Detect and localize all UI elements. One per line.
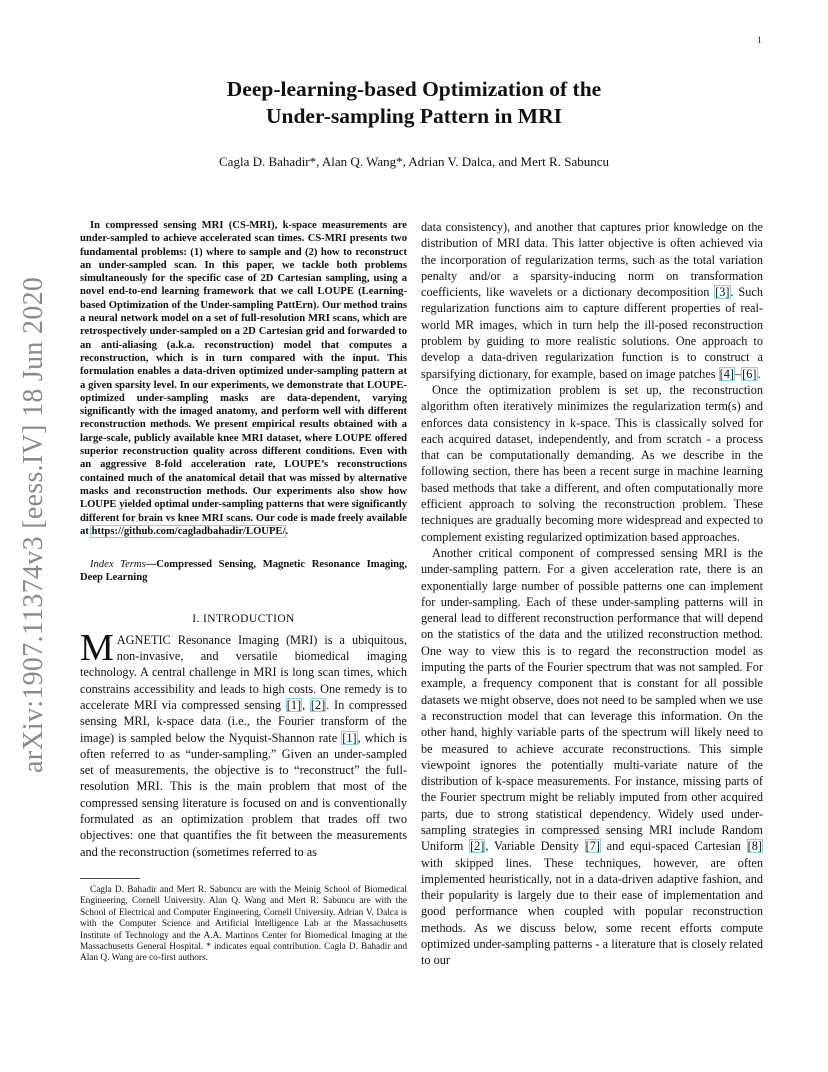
abstract-text: In compressed sensing MRI (CS-MRI), k-space measurements are under-sampled to achieve accelerated scan times. CS-MRI presents two fundamental problems: (1) where to sample and (2) how to reconstruct an under-sampled scan. In this paper, we tackle both problems simultaneously for the specific case of 2D Cartesian sampling, using a novel end-to-end learning framework that we call LOUPE (Learning-based Optimization of the Under-sampling PattErn). Our method trains a neural network model on a set of full-resolution MRI scans, which are retrospectively under-sampled on a 2D Cartesian grid and forwarded to an anti-aliasing (a.k.a. reconstruction) model that computes a reconstruction, which is in turn compared with the input. This formulation enables a data-driven optimized under-sampling pattern at a given sparsity level. In our experiments, we demonstrate that LOUPE-optimized under-sampling masks are data-dependent, varying significantly with the imaged anatomy, and perform well with different reconstruction methods. We present empirical results obtained with a large-scale, publicly available knee MRI dataset, where LOUPE offered superior reconstruction quality across different conditions. Even with an aggressive 8-fold acceleration rate, LOUPE’s reconstructions contained much of the anatomical detail that was missed by alternative masks and reconstruction methods. Our experiments also show how LOUPE yielded optimal under-sampling patterns that were significantly different for brain vs knee MRI scans. Our code is made freely available at	[80, 220, 407, 537]
citation-4[interactable]: [4]	[719, 366, 734, 381]
abstract-end: .	[285, 525, 289, 537]
drop-cap: M	[80, 626, 114, 669]
right-text-3b: , Variable Density	[485, 839, 585, 854]
abstract	[80, 219, 407, 538]
citation-3[interactable]: [3]	[715, 285, 730, 300]
index-terms	[80, 558, 407, 585]
index-terms-text: —Compressed Sensing, Magnetic Resonance Imaging, Deep Learning	[80, 559, 407, 584]
citation-2[interactable]: [2]	[310, 697, 326, 712]
right-text-1c: .	[757, 366, 761, 381]
citation-2-right[interactable]: [2]	[470, 839, 485, 854]
affiliation-footnote: Cagla D. Bahadir and Mert R. Sabuncu are with the Meinig School of Biomedical Engineering, Cornell University. Alan Q. Wang and Mert R. Sabuncu are with the School of Electrical and Computer Engineering, Cornell University. Adrian V. Dalca is with the Computer Science and Artificial Intelligence Lab at the Massachusetts Institute of Technology and the A.A. Martinos Center for Biomedical Imaging at the Massachusetts General Hospital. * indicates equal contribution. Cagla D. Bahadir and Alan Q. Wang are co-first authors.	[80, 884, 407, 964]
right-paragraph-1	[421, 219, 763, 382]
citation-8[interactable]: [8]	[747, 839, 763, 854]
right-paragraph-2: Once the optimization problem is set up, the reconstruction algorithm often iteratively minimizes the regularization term(s) and enforces data consistency in k-space. This is classically solved for each acquired dataset, independently, and from scratch - a process that can be computationally demanding. As we describe in the following section, there has been a recent surge in machine learning based methods that take a different, and often computationally more efficient approach to solving the reconstruction problem. These techniques are gradually becoming more widespread and expected to complement existing regularized optimization based approaches.	[421, 382, 763, 544]
right-text-3a: Another critical component of compressed sensing MRI is the under-sampling pattern. For a given acceleration rate, there is an exponentially large number of possible patterns one can implement for under-sampling. Each of these under-sampling patterns will in general lead to different reconstruction performance that will depend on the statistics of the data and the utilized reconstruction method. One way to view this is to regard the reconstruction model as imputing the parts of the Fourier spectrum that was not sampled. For example, a frequency component that is constant for all possible datasets we might observe, does not need to be sampled when we use a reconstruction model that can leverage this information. On the other hand, highly variable parts of the spectrum will likely need to be measured to achieve accurate reconstructions. This simple viewpoint ignores the potentially multi-variate nature of the distribution of k-space measurements. For instance, missing parts of the Fourier spectrum might be reliably imputed from other acquired parts, due to strong statistical dependency. Widely used under-sampling strategies in compressed sensing MRI include Random Uniform	[421, 545, 763, 854]
footnote-rule	[80, 878, 140, 879]
code-link[interactable]: https://github.com/cagladbahadir/LOUPE/	[91, 525, 286, 537]
author-list: Cagla D. Bahadir*, Alan Q. Wang*, Adrian V. Dalca, and Mert R. Sabuncu	[219, 154, 609, 169]
right-column	[421, 219, 763, 969]
citation-dash: –	[735, 366, 742, 381]
title-line-2: Under-sampling Pattern in MRI	[265, 104, 562, 128]
arxiv-stamp: arXiv:1907.11374v3 [eess.IV] 18 Jun 2020	[18, 276, 49, 773]
intro-text-b: ,	[302, 697, 310, 712]
right-text-3d: with skipped lines. These techniques, however, are often implemented heuristically, not in a data-driven adaptive fashion, and their popularity is largely due to their ease of implementation and good performance when coupled with popular reconstruction methods. As we discuss below, some recent efforts compute optimized under-sampling patterns - a literature that is closely related to our	[421, 855, 763, 968]
right-text-1b: . Such regularization functions aim to capture different properties of real-world MR images, which in turn help the ill-posed reconstruction problem by guiding to more realistic solutions. One approach to develop a data-driven regularization function is to construct a sparsifying dictionary, for example, based on image patches	[421, 285, 763, 381]
right-paragraph-3	[421, 545, 763, 969]
right-text-3c: and equi-spaced Cartesian	[600, 839, 747, 854]
page-number: 1	[757, 35, 762, 45]
intro-text-c: . In compressed sensing MRI, k-space data (i.e., the Fourier transform of the image) is sampled below the Nyquist-Shannon rate	[80, 697, 407, 745]
citation-1-repeat[interactable]: [1]	[342, 730, 357, 745]
intro-text-d: , which is often referred to as “under-sampling.” Given an under-sampled set of measurements, the objective is to “reconstruct” the full-resolution MRI. This is the main problem that most of the compressed sensing literature is focused on and is conventionally formulated as an optimization problem that trades off two objectives: one that quantifies the fit between the measurements and the reconstruction (sometimes referred to as	[80, 730, 407, 859]
title-line-1: Deep-learning-based Optimization of the	[226, 77, 602, 101]
left-column	[80, 219, 407, 965]
right-text-1a: data consistency), and another that captures prior knowledge on the distribution of MRI data. This latter objective is often achieved via the incorporation of regularization terms, such as the total variation penalty and/or a sparsity-inducing norm on transformation coefficients, like wavelets or a dictionary decomposition	[421, 220, 763, 300]
section-heading-introduction: I. INTRODUCTION	[192, 612, 295, 625]
paper-title	[80, 76, 748, 130]
index-terms-label: Index Terms	[90, 559, 146, 571]
intro-paragraph	[80, 626, 407, 860]
citation-1[interactable]: [1]	[286, 697, 302, 712]
intro-text-a: AGNETIC Resonance Imaging (MRI) is a ubiquitous, non-invasive, and versatile biomedical imaging technology. A central challenge in MRI is long scan times, which constrains accessibility and leads to high costs. One remedy is to accelerate MRI via compressed sensing	[80, 632, 407, 712]
citation-7[interactable]: [7]	[585, 839, 600, 854]
citation-6[interactable]: [6]	[742, 366, 757, 381]
